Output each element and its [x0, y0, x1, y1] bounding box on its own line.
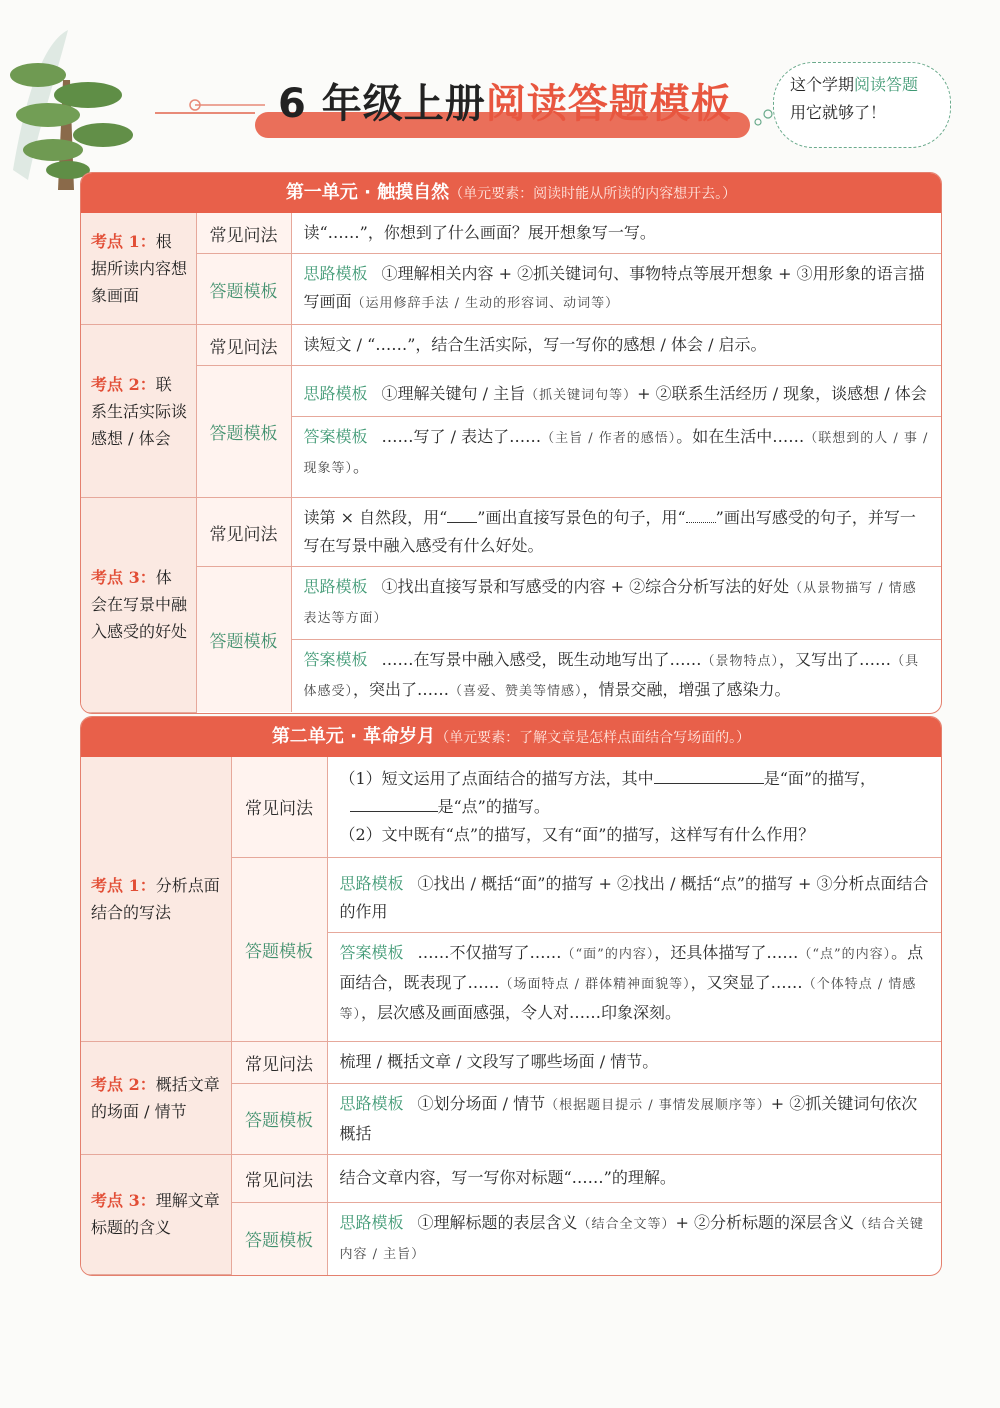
unit1-title: 第一单元 · 触摸自然	[285, 182, 450, 203]
template-note: （根据题目提示 / 事情发展顺序等）	[545, 1097, 771, 1113]
title-main: 阅读答题模板	[485, 81, 732, 127]
template-text-after: 。点面结合，既表现了……	[339, 942, 924, 992]
question-text: 梳理 / 概括文章 / 文段写了哪些场面 / 情节。	[327, 1041, 941, 1083]
template-text: ①找出 / 概括“面”的描写 + ②找出 / 概括“点”的描写 + ③分析点面结合的作用	[339, 873, 929, 921]
unit2-section	[80, 716, 942, 1276]
template-content	[291, 567, 941, 713]
question-2: （2）文中既有“点”的描写，又有“面”的描写，这样写有什么作用？	[339, 824, 815, 844]
answer-blank	[654, 783, 764, 784]
template-text: ……在写景中融入感受，既生动地写出了……	[381, 650, 702, 669]
unit2-table	[81, 757, 941, 1275]
template-content	[327, 857, 941, 1041]
template-text: ……不仅描写了……	[417, 942, 562, 962]
page-title	[278, 72, 732, 128]
wavy-underline	[686, 522, 716, 523]
template-note: （结合关键内容 / 主旨）	[339, 1216, 925, 1262]
question-part: （1）短文运用了点面结合的描写方法，其中	[339, 768, 654, 788]
template-label: 答题模板	[196, 254, 291, 325]
unit1-table	[81, 213, 941, 713]
template-note: （运用修辞手法 / 生动的形容词、动词等）	[351, 296, 620, 311]
title-grade: 6 年级上册	[278, 81, 486, 127]
answer-template	[328, 933, 942, 1035]
template-note: （喜爱、赞美等情感）	[449, 684, 583, 699]
unit1-note: （单元要素：阅读时能从所读的内容想开去。）	[449, 186, 737, 202]
template-text-after: ，层次感及画面感强，令人对……印象深刻。	[361, 1002, 682, 1022]
template-text-after: ，突出了……	[353, 680, 450, 699]
template-label: 答题模板	[231, 857, 327, 1041]
question-label: 常见问法	[231, 757, 327, 857]
template-tag: 思路模板	[339, 1093, 404, 1113]
template-note: （个体特点 / 情感等）	[339, 976, 917, 1022]
template-text: ①理解相关内容 + ②抓关键词句、事物特点等展开想象 + ③用形象的语言描写画面	[303, 264, 925, 311]
speech-bubble	[773, 62, 951, 148]
template-note: （结合全文等）	[577, 1216, 676, 1232]
question-label: 常见问法	[196, 498, 291, 567]
template-tag: 思路模板	[303, 577, 368, 596]
template-note: （主旨 / 作者的感悟）	[541, 431, 677, 446]
template-text-after: + ②抓关键词句依次概括	[339, 1093, 918, 1143]
thinking-template	[328, 864, 942, 933]
question-part: ”画出直接写景色的句子，用“	[477, 508, 686, 527]
pine-tree-decoration	[8, 20, 148, 190]
point-label: 考点 2：	[91, 1074, 156, 1094]
template-text-after: 。	[353, 457, 370, 476]
unit1-section	[80, 172, 942, 714]
template-tag: 思路模板	[339, 873, 404, 893]
template-tag: 答案模板	[339, 942, 404, 962]
template-label: 答题模板	[231, 1202, 327, 1275]
question-text: 结合文章内容，写一写你对标题“……”的理解。	[327, 1154, 941, 1202]
template-label: 答题模板	[196, 567, 291, 713]
question-1	[340, 765, 930, 821]
template-label: 答题模板	[196, 366, 291, 498]
template-note: （抓关键词句等）	[525, 388, 638, 403]
template-tag: 思路模板	[303, 264, 368, 283]
template-text: ①划分场面 / 情节	[417, 1093, 546, 1113]
template-note: （具体感受）	[303, 654, 920, 699]
template-tag: 思路模板	[303, 384, 368, 403]
point-title: 联系生活实际谈感想 / 体会	[91, 374, 188, 448]
answer-blank	[350, 811, 438, 812]
template-tag: 答案模板	[303, 427, 368, 446]
template-note: （联想到的人 / 事 / 现象等）	[303, 431, 929, 476]
question-label: 常见问法	[231, 1154, 327, 1202]
point-title: 根据所读内容想象画面	[91, 232, 188, 305]
question-part: ”画出写感受的句子，并写一写在写景中融入感受有什么好处。	[303, 508, 916, 555]
template-text-after: + ②分析标题的深层含义	[675, 1212, 855, 1232]
template-text-after: ，还具体描写了……	[654, 942, 799, 962]
question-text: 读“……”，你想到了什么画面？展开想象写一写。	[291, 213, 941, 254]
question-label: 常见问法	[196, 325, 291, 366]
template-note: （“点”的内容）	[798, 946, 892, 962]
thinking-template	[292, 374, 942, 417]
unit2-note: （单元要素：了解文章是怎样点面结合写场面的。）	[435, 730, 751, 746]
question-part: 是“点”的描写。	[437, 796, 550, 816]
template-text-after: ，又写出了……	[779, 650, 892, 669]
unit1-heading	[81, 173, 941, 213]
template-tag: 思路模板	[339, 1212, 404, 1232]
point-label: 考点 3：	[91, 1191, 156, 1211]
template-tag: 答案模板	[303, 650, 368, 669]
template-note: （“面”的内容）	[561, 946, 655, 962]
point-label: 考点 1：	[91, 232, 156, 251]
point-title: 分析点面结合的写法	[91, 875, 220, 922]
point-label: 考点 1：	[91, 875, 156, 895]
point-cell	[81, 1041, 231, 1154]
answer-template	[292, 417, 942, 489]
point-title: 体会在写景中融入感受的好处	[91, 568, 188, 642]
template-content	[327, 1083, 941, 1154]
template-note: （从景物描写 / 情感表达等方面）	[303, 581, 917, 626]
thinking-template	[292, 567, 942, 640]
template-content	[327, 1202, 941, 1275]
unit2-heading	[81, 717, 941, 757]
template-text-after: 。如在生活中……	[676, 427, 805, 446]
unit2-title: 第二单元 · 革命岁月	[271, 726, 436, 747]
point-label: 考点 3：	[91, 568, 156, 588]
question-text	[327, 757, 941, 857]
question-label: 常见问法	[196, 213, 291, 254]
question-part: 是“面”的描写，	[763, 768, 877, 788]
straight-underline	[447, 522, 477, 523]
answer-template	[292, 640, 942, 712]
template-text-after: + ②联系生活经历 / 现象，谈感想 / 体会	[637, 384, 927, 403]
point-cell	[81, 325, 196, 498]
point-title: 理解文章标题的含义	[91, 1191, 220, 1238]
template-text: ①理解标题的表层含义	[417, 1212, 578, 1232]
point-cell	[81, 757, 231, 1041]
template-content	[291, 254, 941, 325]
template-note: （场面特点 / 群体精神面貌等）	[499, 976, 691, 992]
template-note: （景物特点）	[701, 654, 780, 669]
bubble-text-post: 用它就够了！	[790, 103, 887, 122]
template-text-after: ，情景交融，增强了感染力。	[582, 680, 791, 699]
question-text	[291, 498, 941, 567]
point-title: 概括文章的场面 / 情节	[91, 1074, 220, 1121]
point-cell	[81, 498, 196, 713]
point-cell	[81, 213, 196, 325]
question-text: 读短文 / “……”，结合生活实际，写一写你的感想 / 体会 / 启示。	[291, 325, 941, 366]
point-cell	[81, 1154, 231, 1275]
template-text: ①理解关键句 / 主旨	[381, 384, 526, 403]
template-label: 答题模板	[231, 1083, 327, 1154]
template-text-after: ，又突显了……	[690, 972, 803, 992]
template-text: ……写了 / 表达了……	[381, 427, 542, 446]
template-text: ①找出直接写景和写感受的内容 + ②综合分析写法的好处	[381, 577, 790, 596]
bubble-text-pre: 这个学期	[790, 75, 855, 94]
point-label: 考点 2：	[91, 374, 156, 394]
template-content	[291, 366, 941, 498]
question-part: 读第 × 自然段，用“	[303, 508, 448, 527]
question-label: 常见问法	[231, 1041, 327, 1083]
bubble-text-highlight: 阅读答题	[854, 75, 919, 94]
